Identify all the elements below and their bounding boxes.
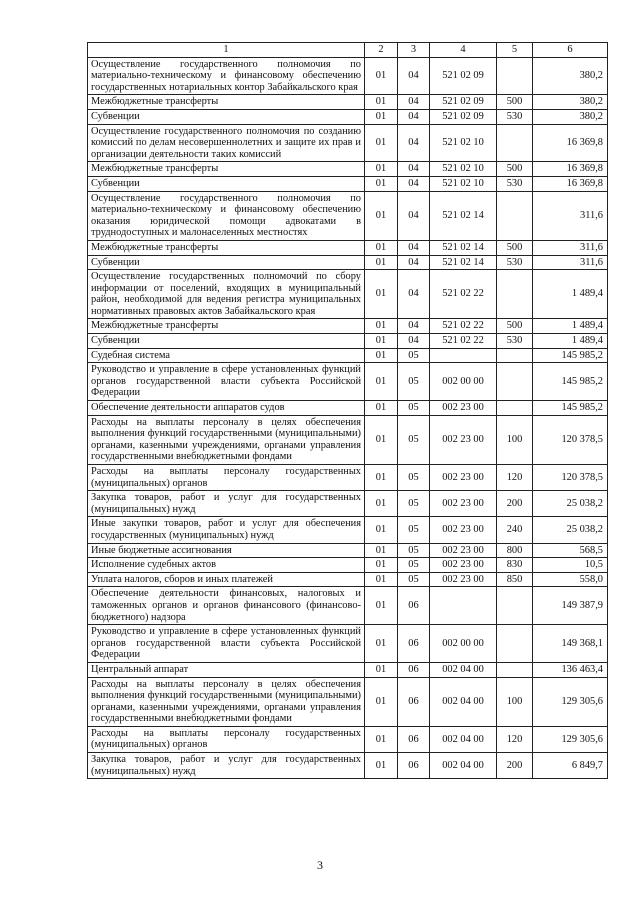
table-row [88,401,608,416]
row-name-cell: Уплата налогов, сборов и иных платежей [88,572,365,587]
header-row [88,43,608,58]
row-expense-type-cell: 120 [497,465,533,491]
table-row [88,348,608,363]
row-section-cell: 01 [365,677,398,726]
row-section-cell: 01 [365,558,398,573]
header-col-1: 1 [88,43,365,58]
row-section-cell: 01 [365,334,398,349]
row-amount-cell: 136 463,4 [533,662,608,677]
row-amount-cell: 311,6 [533,255,608,270]
row-target-article-cell: 521 02 10 [430,176,497,191]
table-row [88,558,608,573]
row-name-cell: Межбюджетные трансферты [88,240,365,255]
row-subsection-cell: 04 [398,319,430,334]
row-amount-cell: 129 305,6 [533,677,608,726]
row-section-cell: 01 [365,625,398,663]
row-target-article-cell: 002 04 00 [430,662,497,677]
row-target-article-cell [430,587,497,625]
row-subsection-cell: 04 [398,124,430,162]
table-row [88,625,608,663]
row-expense-type-cell: 120 [497,726,533,752]
row-target-article-cell: 521 02 14 [430,191,497,240]
table-row [88,95,608,110]
row-target-article-cell: 521 02 10 [430,162,497,177]
row-expense-type-cell [497,57,533,95]
budget-table-body [88,43,608,779]
row-target-article-cell: 002 04 00 [430,677,497,726]
row-target-article-cell: 002 23 00 [430,558,497,573]
row-amount-cell: 380,2 [533,57,608,95]
row-target-article-cell: 521 02 09 [430,109,497,124]
row-name-cell: Межбюджетные трансферты [88,95,365,110]
row-subsection-cell: 05 [398,348,430,363]
row-target-article-cell: 002 23 00 [430,415,497,464]
row-subsection-cell: 04 [398,255,430,270]
row-expense-type-cell: 100 [497,415,533,464]
row-target-article-cell: 521 02 14 [430,255,497,270]
row-section-cell: 01 [365,363,398,401]
row-section-cell: 01 [365,348,398,363]
row-amount-cell: 25 038,2 [533,491,608,517]
row-name-cell: Закупка товаров, работ и услуг для государственных (муниципальных) нужд [88,491,365,517]
row-name-cell: Расходы на выплаты персоналу в целях обеспечения выполнения функций государственными (муниципальными) органами, казенными учреждениями, органами управления государственными внебюджетными фондами [88,415,365,464]
row-expense-type-cell: 530 [497,255,533,270]
table-row [88,677,608,726]
table-row [88,176,608,191]
row-amount-cell: 1 489,4 [533,334,608,349]
row-target-article-cell: 521 02 22 [430,334,497,349]
row-name-cell: Осуществление государственного полномочия по материально-техническому и финансовому обеспечению оказания юридической помощи адвокатами в труднодоступных и малонаселенных местностях [88,191,365,240]
row-amount-cell: 1 489,4 [533,319,608,334]
row-amount-cell: 25 038,2 [533,517,608,543]
row-target-article-cell: 521 02 14 [430,240,497,255]
row-target-article-cell: 002 00 00 [430,363,497,401]
row-name-cell: Расходы на выплаты персоналу государственных (муниципальных) органов [88,465,365,491]
row-section-cell: 01 [365,572,398,587]
row-amount-cell: 16 369,8 [533,162,608,177]
row-subsection-cell: 05 [398,465,430,491]
row-section-cell: 01 [365,587,398,625]
row-amount-cell: 149 387,9 [533,587,608,625]
row-expense-type-cell [497,625,533,663]
row-subsection-cell: 04 [398,240,430,255]
row-target-article-cell: 521 02 10 [430,124,497,162]
page-number: 3 [317,858,323,872]
row-expense-type-cell: 530 [497,334,533,349]
table-row [88,162,608,177]
row-expense-type-cell: 850 [497,572,533,587]
row-subsection-cell: 05 [398,517,430,543]
row-section-cell: 01 [365,95,398,110]
row-amount-cell: 149 368,1 [533,625,608,663]
row-name-cell: Обеспечение деятельности аппаратов судов [88,401,365,416]
header-col-4: 4 [430,43,497,58]
row-subsection-cell: 06 [398,587,430,625]
row-section-cell: 01 [365,543,398,558]
row-expense-type-cell [497,363,533,401]
row-name-cell: Иные бюджетные ассигнования [88,543,365,558]
table-row [88,726,608,752]
row-name-cell: Межбюджетные трансферты [88,162,365,177]
table-row [88,517,608,543]
row-target-article-cell: 002 00 00 [430,625,497,663]
row-target-article-cell: 521 02 22 [430,319,497,334]
row-name-cell: Расходы на выплаты персоналу государственных (муниципальных) органов [88,726,365,752]
row-section-cell: 01 [365,270,398,319]
row-subsection-cell: 05 [398,491,430,517]
header-col-5: 5 [497,43,533,58]
row-amount-cell: 145 985,2 [533,348,608,363]
row-expense-type-cell: 500 [497,95,533,110]
row-section-cell: 01 [365,109,398,124]
row-expense-type-cell [497,348,533,363]
table-row [88,334,608,349]
row-target-article-cell: 521 02 22 [430,270,497,319]
row-name-cell: Исполнение судебных актов [88,558,365,573]
row-subsection-cell: 04 [398,162,430,177]
row-name-cell: Расходы на выплаты персоналу в целях обеспечения выполнения функций государственными (муниципальными) органами, казенными учреждениями, органами управления государственными внебюджетными фондами [88,677,365,726]
row-name-cell: Субвенции [88,176,365,191]
row-subsection-cell: 05 [398,572,430,587]
row-name-cell: Обеспечение деятельности финансовых, налоговых и таможенных органов и органов финансового (финансово-бюджетного) надзора [88,587,365,625]
row-amount-cell: 6 849,7 [533,753,608,779]
row-amount-cell: 558,0 [533,572,608,587]
row-expense-type-cell: 830 [497,558,533,573]
row-target-article-cell: 002 23 00 [430,543,497,558]
row-section-cell: 01 [365,415,398,464]
row-name-cell: Иные закупки товаров, работ и услуг для обеспечения государственных (муниципальных) нужд [88,517,365,543]
row-expense-type-cell: 530 [497,109,533,124]
row-target-article-cell: 521 02 09 [430,57,497,95]
row-name-cell: Осуществление государственного полномочия по материально-техническому и финансовому обеспечению государственных нотариальных контор Забайкальского края [88,57,365,95]
row-section-cell: 01 [365,240,398,255]
row-subsection-cell: 05 [398,543,430,558]
row-amount-cell: 129 305,6 [533,726,608,752]
row-expense-type-cell: 500 [497,319,533,334]
table-row [88,415,608,464]
table-row [88,491,608,517]
row-amount-cell: 120 378,5 [533,415,608,464]
table-row [88,57,608,95]
row-subsection-cell: 06 [398,662,430,677]
row-target-article-cell: 002 23 00 [430,401,497,416]
row-amount-cell: 311,6 [533,240,608,255]
row-expense-type-cell [497,662,533,677]
row-name-cell: Субвенции [88,334,365,349]
row-amount-cell: 145 985,2 [533,401,608,416]
row-name-cell: Закупка товаров, работ и услуг для государственных (муниципальных) нужд [88,753,365,779]
table-row [88,662,608,677]
row-expense-type-cell: 200 [497,491,533,517]
table-row [88,543,608,558]
row-expense-type-cell [497,401,533,416]
header-col-3: 3 [398,43,430,58]
row-expense-type-cell [497,270,533,319]
row-section-cell: 01 [365,176,398,191]
row-name-cell: Руководство и управление в сфере установленных функций органов государственной власти субъекта Российской Федерации [88,363,365,401]
row-amount-cell: 120 378,5 [533,465,608,491]
row-subsection-cell: 06 [398,726,430,752]
row-target-article-cell: 002 23 00 [430,517,497,543]
row-section-cell: 01 [365,191,398,240]
table-row [88,191,608,240]
header-col-6: 6 [533,43,608,58]
row-expense-type-cell: 500 [497,162,533,177]
row-section-cell: 01 [365,124,398,162]
row-subsection-cell: 05 [398,401,430,416]
row-expense-type-cell [497,587,533,625]
row-subsection-cell: 04 [398,191,430,240]
table-row [88,270,608,319]
row-target-article-cell: 002 04 00 [430,726,497,752]
row-expense-type-cell [497,124,533,162]
row-subsection-cell: 04 [398,95,430,110]
row-name-cell: Судебная система [88,348,365,363]
row-expense-type-cell: 500 [497,240,533,255]
row-subsection-cell: 05 [398,558,430,573]
budget-table [87,42,608,779]
row-section-cell: 01 [365,491,398,517]
row-amount-cell: 380,2 [533,109,608,124]
row-subsection-cell: 05 [398,363,430,401]
row-section-cell: 01 [365,465,398,491]
row-amount-cell: 16 369,8 [533,124,608,162]
row-subsection-cell: 06 [398,677,430,726]
row-subsection-cell: 04 [398,57,430,95]
row-expense-type-cell: 200 [497,753,533,779]
row-section-cell: 01 [365,255,398,270]
row-section-cell: 01 [365,517,398,543]
row-expense-type-cell: 530 [497,176,533,191]
table-row [88,319,608,334]
row-subsection-cell: 05 [398,415,430,464]
row-expense-type-cell: 100 [497,677,533,726]
row-section-cell: 01 [365,162,398,177]
row-amount-cell: 145 985,2 [533,363,608,401]
row-target-article-cell: 002 23 00 [430,491,497,517]
row-expense-type-cell: 240 [497,517,533,543]
row-target-article-cell: 002 23 00 [430,465,497,491]
row-expense-type-cell [497,191,533,240]
row-subsection-cell: 04 [398,334,430,349]
row-subsection-cell: 04 [398,109,430,124]
row-name-cell: Осуществление государственного полномочия по созданию комиссий по делам несовершеннолетних и защите их прав и организации деятельности таких комиссий [88,124,365,162]
row-subsection-cell: 04 [398,270,430,319]
row-amount-cell: 311,6 [533,191,608,240]
row-expense-type-cell: 800 [497,543,533,558]
header-col-2: 2 [365,43,398,58]
row-amount-cell: 380,2 [533,95,608,110]
row-subsection-cell: 06 [398,625,430,663]
table-row [88,240,608,255]
table-row [88,753,608,779]
row-name-cell: Межбюджетные трансферты [88,319,365,334]
row-subsection-cell: 06 [398,753,430,779]
row-name-cell: Осуществление государственных полномочий по сбору информации от поселений, входящих в муниципальный район, необходимой для ведения регистра муниципальных нормативных правовых актов Забайкальского края [88,270,365,319]
row-section-cell: 01 [365,57,398,95]
table-row [88,255,608,270]
row-target-article-cell [430,348,497,363]
row-section-cell: 01 [365,319,398,334]
row-name-cell: Субвенции [88,109,365,124]
row-section-cell: 01 [365,401,398,416]
row-name-cell: Руководство и управление в сфере установленных функций органов государственной власти субъекта Российской Федерации [88,625,365,663]
table-row [88,109,608,124]
row-section-cell: 01 [365,662,398,677]
row-target-article-cell: 521 02 09 [430,95,497,110]
table-row [88,124,608,162]
row-name-cell: Субвенции [88,255,365,270]
row-section-cell: 01 [365,726,398,752]
table-row [88,587,608,625]
row-amount-cell: 568,5 [533,543,608,558]
row-subsection-cell: 04 [398,176,430,191]
row-amount-cell: 10,5 [533,558,608,573]
table-row [88,572,608,587]
row-amount-cell: 16 369,8 [533,176,608,191]
table-row [88,363,608,401]
row-target-article-cell: 002 23 00 [430,572,497,587]
row-target-article-cell: 002 04 00 [430,753,497,779]
row-name-cell: Центральный аппарат [88,662,365,677]
table-row [88,465,608,491]
row-section-cell: 01 [365,753,398,779]
row-amount-cell: 1 489,4 [533,270,608,319]
